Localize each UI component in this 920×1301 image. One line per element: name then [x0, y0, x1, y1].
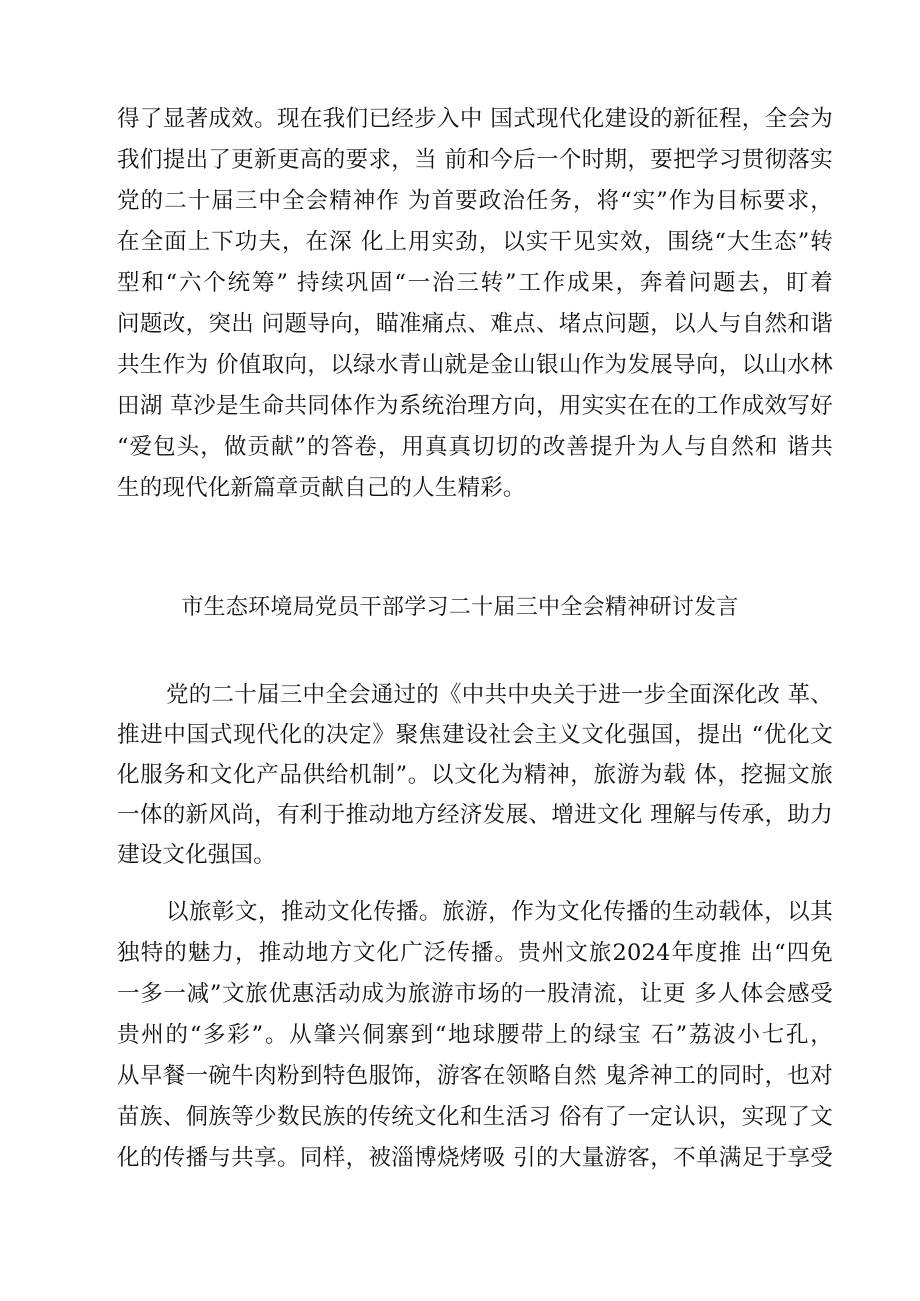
text-line: 党的二十届三中全会精神作 为首要政治任务，将“实”作为目标要求， [117, 188, 833, 214]
text-line: 在全面上下功夫，在深 化上用实劲，以实干见实效，围绕“大生态”转 [117, 229, 833, 255]
text-line: 共生作为 价值取向，以绿水青山就是金山银山作为发展导向，以山水林 [117, 352, 833, 378]
text-line: 化的传播与共享。同样，被淄博烧烤吸 引的大量游客，不单满足于享受 [117, 1145, 833, 1171]
text-line: 建设文化强国。 [117, 842, 276, 868]
text-line: 贵州的“多彩”。从肇兴侗寨到“地球腰带上的绿宝 石”荔波小七孔， [117, 1022, 833, 1048]
text-line: 化服务和文化产品供给机制”。以文化为精神，旅游为载 体，挖掘文旅 [117, 762, 833, 788]
text-line: 田湖 草沙是生命共同体作为系统治理方向，用实实在在的工作成效写好 [117, 393, 833, 419]
text-line: 生的现代化新篇章贡献自己的人生精彩。 [117, 475, 526, 501]
text-line: 我们提出了更新更高的要求，当 前和今后一个时期，要把学习贯彻落实 [117, 147, 833, 173]
text-line: “爱包头，做贡献”的答卷，用真真切切的改善提升为人与自然和 谐共 [117, 434, 833, 460]
text-line: 党的二十届三中全会通过的《中共中央关于进一步全面深化改 革、 [166, 682, 833, 708]
text-line: 型和“六个统筹” 持续巩固“一治三转”工作成果，奔着问题去，盯着 [117, 270, 833, 296]
text-line: 一体的新风尚，有利于推动地方经济发展、增进文化 理解与传承，助力 [117, 802, 833, 828]
text-line: 一多一减”文旅优惠活动成为旅游市场的一股清流，让更 多人体会感受 [117, 981, 833, 1007]
text-line: 以旅彰文，推动文化传播。旅游，作为文化传播的生动载体，以其 [166, 899, 833, 925]
text-line: 问题改，突出 问题导向，瞄准痛点、难点、堵点问题，以人与自然和谐 [117, 311, 833, 337]
text-line: 推进中国式现代化的决定》聚焦建设社会主义文化强国，提出 “优化文 [117, 722, 833, 748]
text-line: 苗族、侗族等少数民族的传统文化和生活习 俗有了一定认识，实现了文 [117, 1104, 833, 1130]
text-line: 独特的魅力，推动地方文化广泛传播。贵州文旅2024年度推 出“四免 [117, 940, 833, 966]
section-heading: 市生态环境局党员干部学习二十届三中全会精神研讨发言 [181, 595, 739, 620]
text-line: 从早餐一碗牛肉粉到特色服饰，游客在领略自然 鬼斧神工的同时，也对 [117, 1063, 833, 1089]
text-line: 得了显著成效。现在我们已经步入中 国式现代化建设的新征程，全会为 [117, 106, 833, 132]
